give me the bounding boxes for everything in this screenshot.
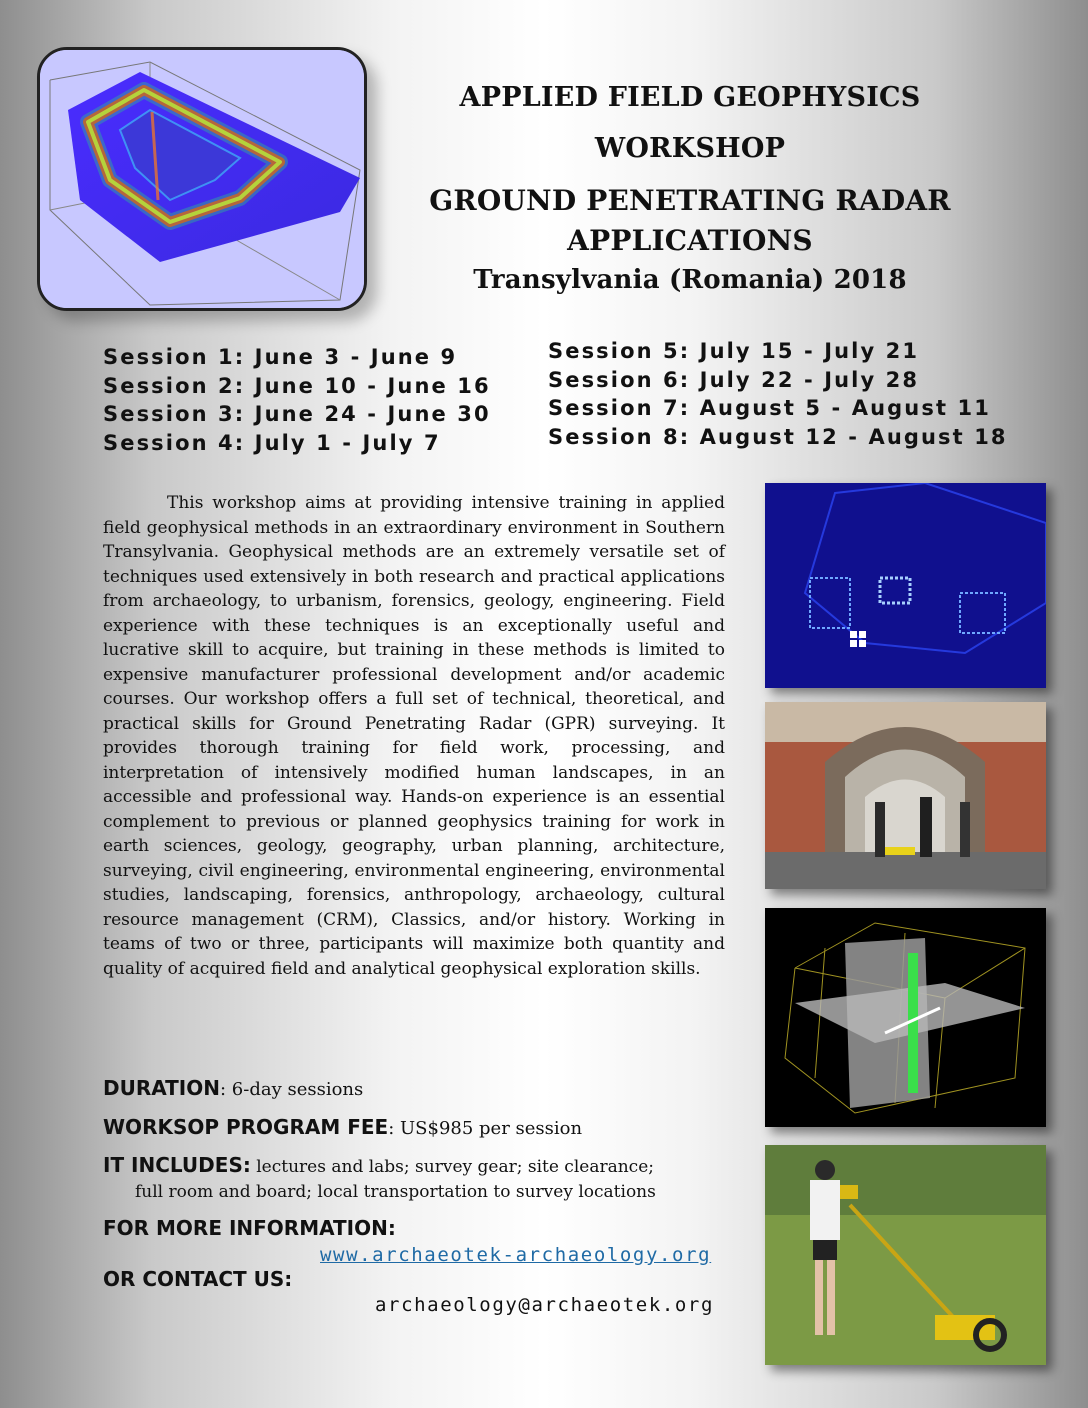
includes-value-line2: full room and board; local transportation to survey locations [135, 1182, 656, 1202]
includes-value-line1: lectures and labs; survey gear; site clearance; [250, 1157, 654, 1177]
website-link-wrap [320, 1244, 711, 1266]
session-item: Session 3: June 24 - June 30 [103, 402, 491, 426]
duration-label: DURATION [103, 1076, 220, 1100]
field-survey-arch-photo [765, 702, 1046, 889]
title-line-2: WORKSHOP [594, 133, 786, 164]
session-item: Session 1: June 3 - June 9 [103, 345, 458, 369]
fee-row [103, 1115, 582, 1139]
session-item: Session 7: August 5 - August 11 [548, 396, 991, 420]
fee-label: WORKSOP PROGRAM FEE [103, 1115, 389, 1139]
gpr-map-image [765, 483, 1046, 688]
session-item: Session 8: August 12 - August 18 [548, 424, 1008, 449]
includes-label: IT INCLUDES: [103, 1153, 251, 1177]
sessions-left [103, 343, 491, 457]
contact-email[interactable]: archaeology@archaeotek.org [375, 1294, 715, 1316]
fee-value: : US$985 per session [388, 1118, 583, 1139]
contact-label: OR CONTACT US: [103, 1267, 293, 1291]
title-line-4: APPLICATIONS [567, 224, 813, 257]
session-item: Session 2: June 10 - June 16 [103, 373, 491, 398]
session-item: Session 5: July 15 - July 21 [548, 339, 920, 363]
more-info-label: FOR MORE INFORMATION: [103, 1216, 396, 1240]
sessions-right [548, 337, 1008, 451]
title-line-1: APPLIED FIELD GEOPHYSICS [459, 82, 921, 113]
title-line-5: Transylvania (Romania) 2018 [473, 265, 907, 295]
radar-3d-image [37, 47, 367, 311]
session-item: Session 4: July 1 - July 7 [103, 430, 441, 455]
workshop-description: This workshop aims at providing intensive training in applied field geophysical methods in an extraordinary environment in Southern Transylvania. Geophysical methods are an extremely versatile set of techniques used extensively in both research and practical applications from archaeology, to urbanism, forensics, geology, engineering. Field experience with these techniques is an exceptionally useful and lucrative skill to acquire, but training in these methods is limited to expensive manufacturer professional development and/or academic courses. Our workshop offers a full set of technical, theoretical, and practical skills for Ground Penetrating Radar (GPR) surveying. It provides thorough training for field work, processing, and interpretation of intensively modified human landscapes, in an accessible and professional way. Hands-on experience is an essential complement to previous or planned geophysics training for work in earth sciences, geology, geography, urban planning, architecture, surveying, civil engineering, environmental engineering, environmental studies, landscaping, forensics, anthropology, archaeology, cultural resource management (CRM), Classics, and/or history. Working in teams of two or three, participants will maximize both quantity and quality of acquired field and analytical geophysical exploration skills. [103, 493, 725, 979]
includes-row [103, 1153, 654, 1177]
duration-value: : 6-day sessions [220, 1079, 364, 1100]
website-link[interactable]: www.archaeotek-archaeology.org [320, 1244, 712, 1266]
gpr-field-operator-photo [765, 1145, 1046, 1365]
session-item: Session 6: July 22 - July 28 [548, 367, 920, 392]
duration-row [103, 1076, 363, 1100]
title-line-3: GROUND PENETRATING RADAR [429, 184, 951, 217]
gpr-3d-cube-image [765, 908, 1046, 1127]
